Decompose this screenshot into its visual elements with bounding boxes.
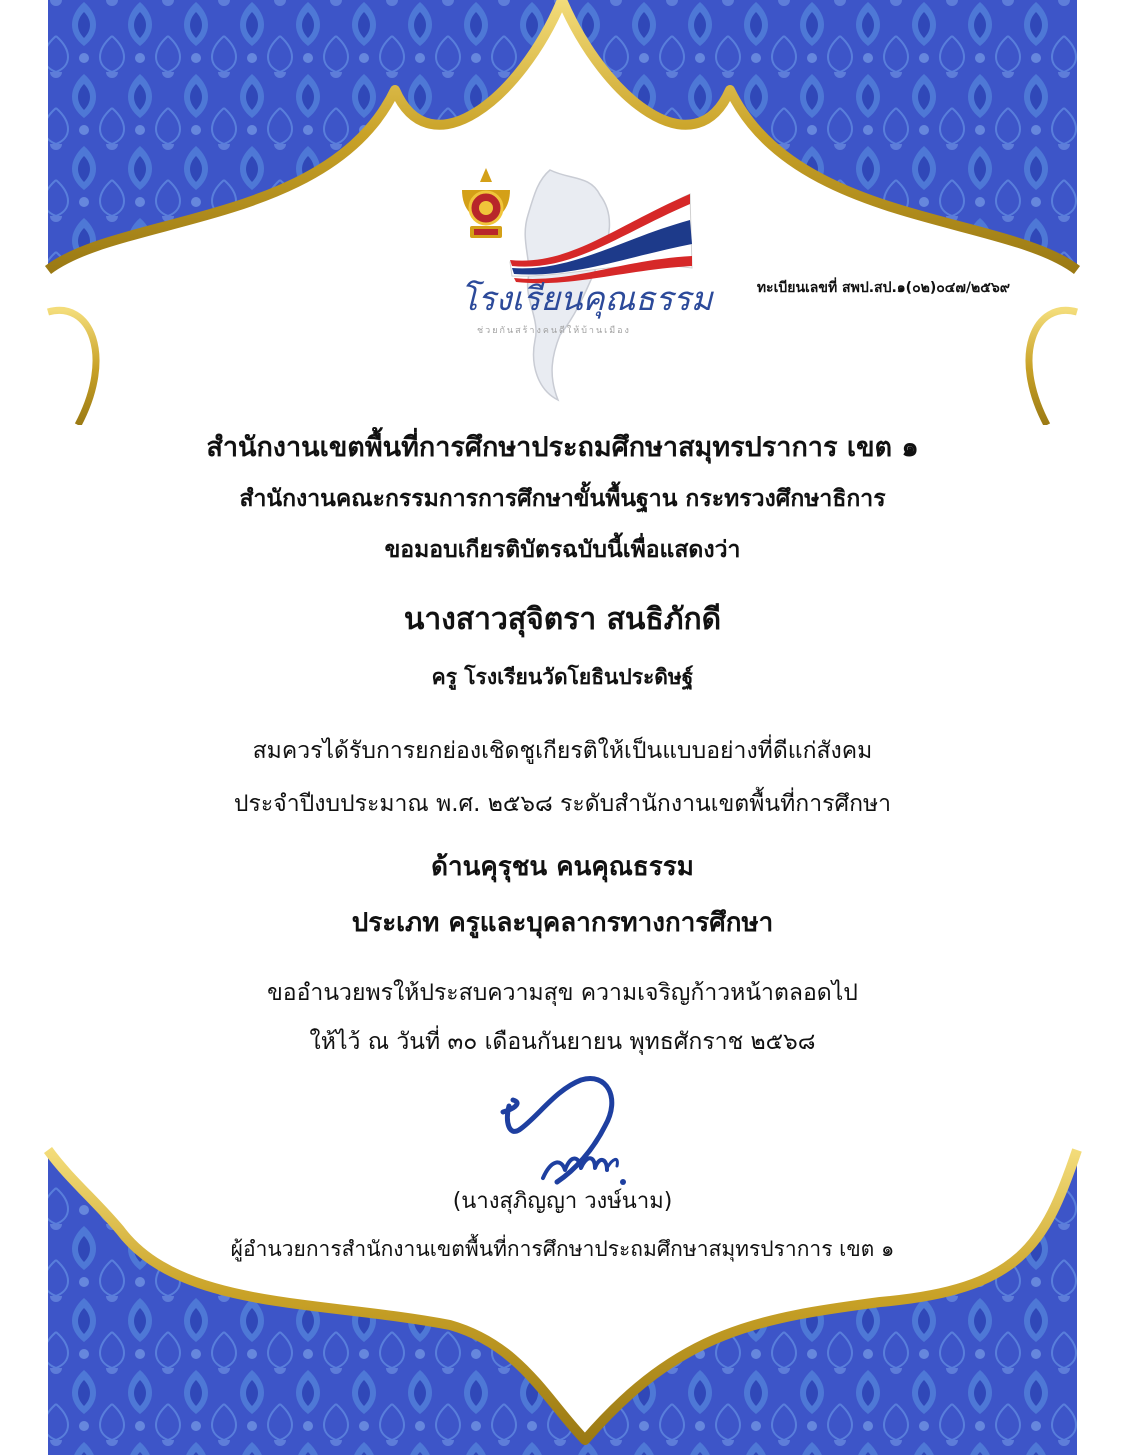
date-line: ให้ไว้ ณ วันที่ ๓๐ เดือนกันยายน พุทธศักราช ๒๕๖๘ (309, 1029, 816, 1055)
body-line-2: ประจำปีงบประมาณ พ.ศ. ๒๕๖๘ ระดับสำนักงานเขตพื้นที่การศึกษา (233, 791, 892, 817)
signature (495, 1070, 655, 1190)
issuer-line-1: สำนักงานเขตพื้นที่การศึกษาประถมศึกษาสมุทรปราการ เขต ๑ (206, 432, 919, 463)
logo-text: โรงเรียนคุณธรรม (460, 279, 713, 318)
recipient-position: ครู โรงเรียนวัดโยธินประดิษฐ์ (431, 665, 694, 689)
intro-line: ขอมอบเกียรติบัตรฉบับนี้เพื่อแสดงว่า (384, 537, 741, 563)
registration-number: ทะเบียนเลขที่ สพป.สป.๑(๐๒)๐๔๗/๒๕๖๙ (756, 280, 1010, 296)
issuer-line-2: สำนักงานคณะกรรมการการศึกษาขั้นพื้นฐาน กระทรวงศึกษาธิการ (239, 486, 886, 512)
award-title: ด้านคุรุชน คนคุณธรรม (431, 852, 694, 882)
blessing-line: ขออำนวยพรให้ประสบความสุข ความเจริญก้าวหน้าตลอดไป (267, 980, 858, 1006)
signer-title: ผู้อำนวยการสำนักงานเขตพื้นที่การศึกษาประถมศึกษาสมุทรปราการ เขต ๑ (230, 1237, 895, 1261)
body-line-1: สมควรได้รับการยกย่องเชิดชูเกียรติให้เป็นแบบอย่างที่ดีแก่สังคม (252, 738, 873, 764)
moral-school-logo (440, 160, 713, 410)
logo-tagline: ช่วยกันสร้างคนดีให้บ้านเมือง (477, 326, 631, 336)
award-category: ประเภท ครูและบุคลากรทางการศึกษา (351, 908, 774, 938)
signer-name: (นางสุภิญญา วงษ์นาม) (452, 1189, 673, 1214)
emblem-icon (462, 168, 510, 238)
recipient-name: นางสาวสุจิตรา สนธิภักดี (403, 602, 722, 637)
